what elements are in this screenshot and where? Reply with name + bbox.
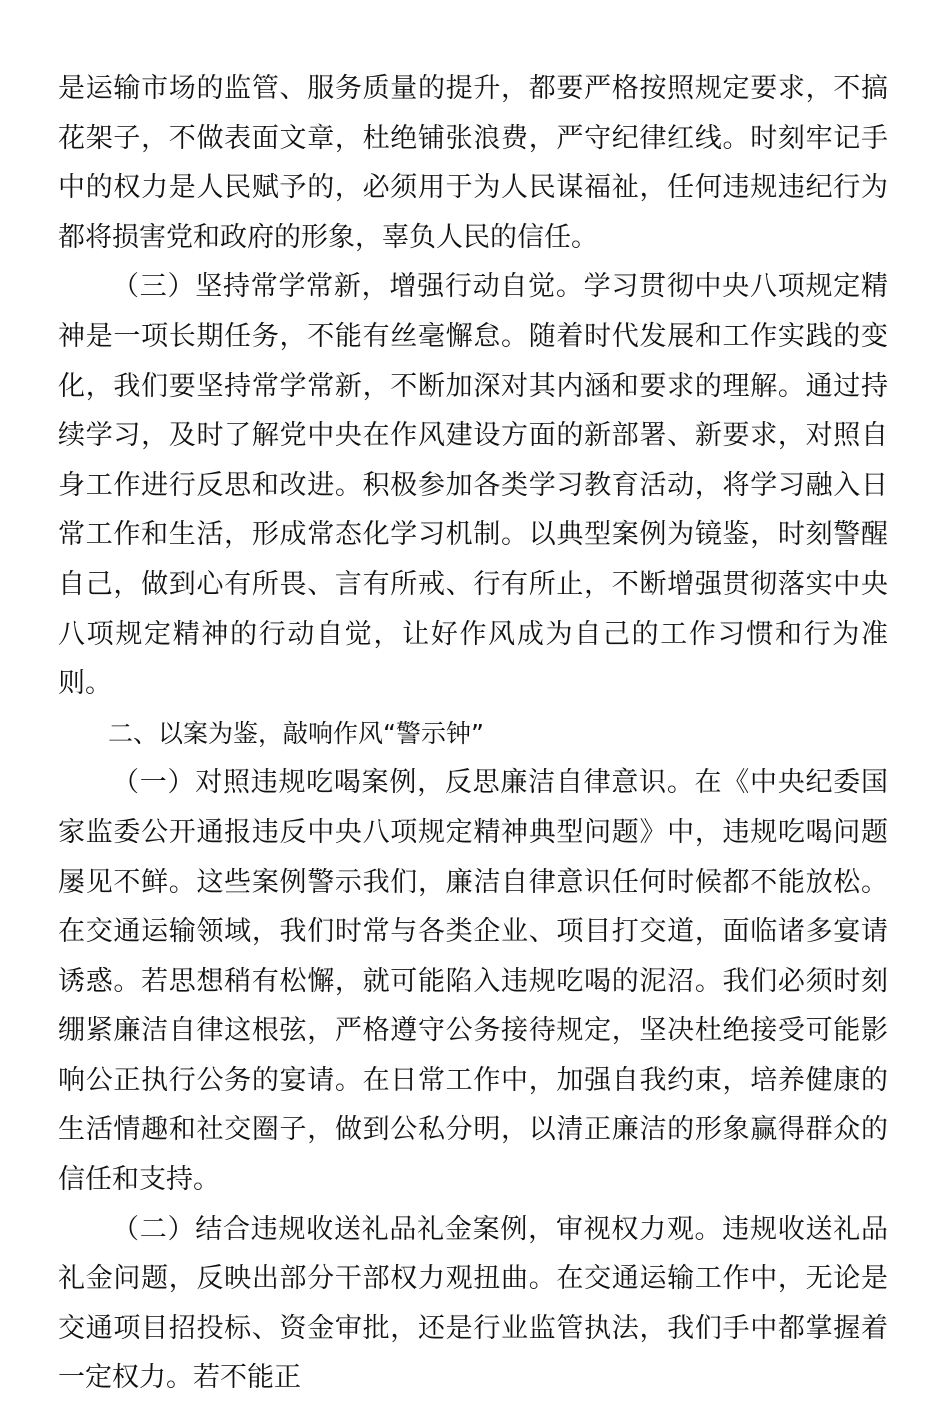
paragraph-section-3: （三）坚持常学常新，增强行动自觉。学习贯彻中央八项规定精神是一项长期任务，不能有丝毫懈怠。随着时代发展和工作实践的变化，我们要坚持常学常新，不断加深对其内涵和要求的理解。通过持续学习，及时了解党中央在作风建设方面的新部署、新要求，对照自身工作进行反思和改进。积极参加各类学习教育活动，将学习融入日常工作和生活，形成常态化学习机制。以典型案例为镜鉴，时刻警醒自己，做到心有所畏、言有所戒、行有所止，不断增强贯彻落实中央八项规定精神的行动自觉，让好作风成为自己的工作习惯和行为准则。 xyxy=(58,271,888,700)
paragraph-continuation: 是运输市场的监管、服务质量的提升，都要严格按照规定要求，不搞花架子，不做表面文章，杜绝铺张浪费，严守纪律红线。时刻牢记手中的权力是人民赋予的，必须用于为人民谋福祉，任何违规违纪行为都将损害党和政府的形象，辜负人民的信任。 xyxy=(58,73,888,253)
paragraph-subsection-1: （一）对照违规吃喝案例，反思廉洁自律意识。在《中央纪委国家监委公开通报违反中央八项规定精神典型问题》中，违规吃喝问题屡见不鲜。这些案例警示我们，廉洁自律意识任何时候都不能放松。在交通运输领域，我们时常与各类企业、项目打交道，面临诸多宴请诱惑。若思想稍有松懈，就可能陷入违规吃喝的泥沼。我们必须时刻绷紧廉洁自律这根弦，严格遵守公务接待规定，坚决杜绝接受可能影响公正执行公务的宴请。在日常工作中，加强自我约束，培养健康的生活情趣和社交圈子，做到公私分明，以清正廉洁的形象赢得群众的信任和支持。 xyxy=(58,767,888,1196)
document-body xyxy=(58,64,888,1403)
paragraph-subsection-2: （二）结合违规收送礼品礼金案例，审视权力观。违规收送礼品礼金问题，反映出部分干部权力观扭曲。在交通运输工作中，无论是交通项目招投标、资金审批，还是行业监管执法，我们手中都掌握着一定权力。若不能正 xyxy=(58,1213,888,1394)
section-heading-2: 二、以案为鉴，敲响作风“警示钟” xyxy=(108,718,484,748)
